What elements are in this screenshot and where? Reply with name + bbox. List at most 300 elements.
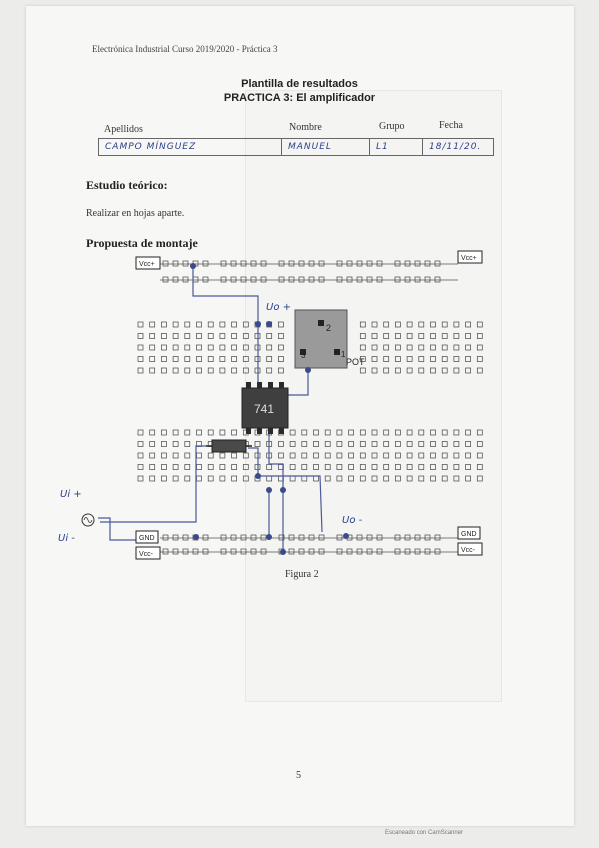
breadboard-hole-top [185, 334, 190, 339]
breadboard-hole-top [243, 357, 248, 362]
breadboard-hole-top [220, 357, 225, 362]
breadboard-hole-bottom [232, 476, 237, 481]
breadboard-hole-bottom [442, 442, 447, 447]
breadboard-hole-top [372, 368, 377, 373]
breadboard-hole-top [278, 322, 283, 327]
breadboard-hole-top [372, 334, 377, 339]
breadboard-hole-top [138, 368, 143, 373]
breadboard-hole-bottom [185, 465, 190, 470]
breadboard-hole-top [466, 357, 471, 362]
rail-hole [251, 535, 256, 540]
wire-resistor [248, 448, 258, 476]
breadboard-hole-top [442, 368, 447, 373]
signal-source [82, 514, 94, 526]
pot-pin2-label: 2 [326, 323, 332, 333]
rail-hole [415, 549, 420, 554]
fecha-field[interactable]: 18/11/20. [423, 139, 494, 156]
breadboard-hole-top [477, 334, 482, 339]
breadboard-hole-bottom [360, 442, 365, 447]
rail-hole [425, 535, 430, 540]
grupo-label: Grupo [379, 121, 405, 132]
breadboard-hole-top [466, 334, 471, 339]
breadboard-hole-bottom [302, 453, 307, 458]
breadboard-hole-bottom [337, 430, 342, 435]
breadboard-hole-bottom [384, 476, 389, 481]
rail-hole [309, 261, 314, 266]
rail-hole [337, 277, 342, 282]
rail-hole [163, 261, 168, 266]
rail-hole [163, 277, 168, 282]
breadboard-hole-bottom [197, 476, 202, 481]
gnd-label-right: GND [461, 531, 477, 538]
breadboard-hole-bottom [419, 453, 424, 458]
breadboard-hole-bottom [431, 430, 436, 435]
breadboard-hole-bottom [325, 430, 330, 435]
rail-hole [435, 261, 440, 266]
breadboard-hole-bottom [349, 476, 354, 481]
breadboard-hole-bottom [466, 465, 471, 470]
breadboard-hole-bottom [161, 476, 166, 481]
breadboard-hole-top [395, 368, 400, 373]
running-header: Electrónica Industrial Curso 2019/2020 - Práctica 3 [92, 44, 278, 54]
breadboard-hole-bottom [454, 453, 459, 458]
rail-hole [231, 261, 236, 266]
rail-hole [309, 549, 314, 554]
breadboard-hole-top [173, 368, 178, 373]
breadboard-hole-bottom [442, 430, 447, 435]
rail-hole [173, 535, 178, 540]
rail-hole [299, 261, 304, 266]
apellidos-field[interactable]: CAMPO MÍNGUEZ [99, 139, 282, 156]
breadboard-hole-top [185, 368, 190, 373]
breadboard-hole-bottom [314, 476, 319, 481]
breadboard-hole-bottom [197, 430, 202, 435]
breadboard-hole-top [419, 334, 424, 339]
wire-source-gnd [98, 518, 140, 540]
breadboard-hole-bottom [384, 453, 389, 458]
breadboard-hole-bottom [431, 465, 436, 470]
rail-hole [299, 549, 304, 554]
breadboard-hole-top [477, 345, 482, 350]
rail-hole [173, 277, 178, 282]
rail-hole [435, 277, 440, 282]
breadboard-hole-bottom [384, 442, 389, 447]
breadboard-hole-top [197, 368, 202, 373]
breadboard-hole-bottom [150, 465, 155, 470]
breadboard-hole-bottom [395, 465, 400, 470]
breadboard-hole-bottom [325, 476, 330, 481]
rail-hole [203, 261, 208, 266]
breadboard-hole-bottom [138, 453, 143, 458]
breadboard-hole-bottom [290, 465, 295, 470]
rail-hole [367, 549, 372, 554]
rail-hole [405, 549, 410, 554]
breadboard-hole-bottom [220, 453, 225, 458]
breadboard-hole-top [173, 345, 178, 350]
gnd-label-left: GND [139, 535, 155, 542]
nombre-field[interactable]: MANUEL [282, 139, 370, 156]
rail-hole [415, 261, 420, 266]
breadboard-hole-top [173, 334, 178, 339]
breadboard-hole-top [419, 322, 424, 327]
breadboard-hole-top [220, 334, 225, 339]
breadboard-hole-bottom [325, 465, 330, 470]
breadboard-hole-bottom [161, 442, 166, 447]
breadboard-hole-top [197, 357, 202, 362]
breadboard-hole-bottom [314, 465, 319, 470]
breadboard-hole-top [267, 368, 272, 373]
rail-hole [395, 277, 400, 282]
breadboard-hole-bottom [454, 442, 459, 447]
breadboard-hole-top [278, 345, 283, 350]
rail-hole [347, 277, 352, 282]
breadboard-hole-bottom [243, 465, 248, 470]
rail-hole [395, 549, 400, 554]
breadboard-hole-top [454, 334, 459, 339]
breadboard-hole-bottom [442, 476, 447, 481]
section-assembly-heading: Propuesta de montaje [86, 236, 198, 250]
breadboard-hole-bottom [243, 476, 248, 481]
breadboard-hole-top [395, 334, 400, 339]
breadboard-hole-top [232, 368, 237, 373]
rail-hole [231, 535, 236, 540]
breadboard-hole-bottom [208, 465, 213, 470]
breadboard-hole-top [372, 357, 377, 362]
rail-hole [395, 261, 400, 266]
rail-hole [367, 261, 372, 266]
breadboard-hole-top [466, 322, 471, 327]
breadboard-hole-top [243, 334, 248, 339]
rail-hole [395, 535, 400, 540]
breadboard-hole-bottom [220, 430, 225, 435]
breadboard-hole-bottom [360, 465, 365, 470]
breadboard-hole-top [243, 322, 248, 327]
wire-feedback [258, 476, 322, 532]
breadboard-hole-top [454, 322, 459, 327]
breadboard-hole-bottom [150, 430, 155, 435]
breadboard-hole-bottom [302, 476, 307, 481]
breadboard-hole-top [197, 334, 202, 339]
breadboard-hole-top [173, 357, 178, 362]
breadboard-hole-bottom [208, 453, 213, 458]
breadboard-hole-bottom [290, 442, 295, 447]
breadboard-hole-bottom [407, 430, 412, 435]
breadboard-hole-bottom [360, 476, 365, 481]
breadboard-hole-bottom [290, 476, 295, 481]
breadboard-hole-bottom [407, 453, 412, 458]
breadboard-hole-bottom [466, 430, 471, 435]
breadboard-hole-bottom [466, 476, 471, 481]
breadboard-hole-bottom [150, 442, 155, 447]
breadboard-hole-bottom [372, 476, 377, 481]
breadboard-hole-bottom [302, 465, 307, 470]
breadboard-hole-top [278, 368, 283, 373]
wire-vcc-plus [193, 266, 258, 324]
breadboard-hole-top [454, 368, 459, 373]
breadboard-hole-top [419, 368, 424, 373]
breadboard-hole-bottom [255, 442, 260, 447]
breadboard-hole-top [173, 322, 178, 327]
rail-hole [221, 549, 226, 554]
rail-hole [415, 535, 420, 540]
breadboard-hole-top [431, 357, 436, 362]
breadboard-hole-bottom [314, 442, 319, 447]
breadboard-hole-top [138, 345, 143, 350]
rail-hole [241, 261, 246, 266]
breadboard-hole-top [150, 357, 155, 362]
breadboard-hole-bottom [407, 442, 412, 447]
rail-hole [367, 277, 372, 282]
uo-minus-label: Uo - [342, 515, 363, 526]
breadboard-hole-top [208, 334, 213, 339]
grupo-field[interactable]: L1 [370, 139, 423, 156]
vcc-plus-label-left: Vcc+ [139, 261, 155, 268]
rail-hole [337, 549, 342, 554]
breadboard-hole-top [407, 322, 412, 327]
breadboard-hole-bottom [419, 465, 424, 470]
breadboard-hole-bottom [407, 476, 412, 481]
breadboard-hole-top [220, 345, 225, 350]
breadboard-hole-bottom [325, 442, 330, 447]
breadboard-hole-top [431, 322, 436, 327]
breadboard-hole-bottom [220, 476, 225, 481]
breadboard-hole-bottom [395, 453, 400, 458]
breadboard-hole-top [395, 322, 400, 327]
breadboard-hole-bottom [302, 442, 307, 447]
breadboard-hole-top [208, 322, 213, 327]
rail-hole [183, 261, 188, 266]
rail-hole [173, 261, 178, 266]
nombre-label: Nombre [289, 122, 322, 133]
breadboard-hole-bottom [442, 465, 447, 470]
breadboard-hole-bottom [477, 430, 482, 435]
pot-label: POT [346, 357, 365, 367]
breadboard-hole-top [360, 345, 365, 350]
breadboard-hole-bottom [138, 465, 143, 470]
rail-hole [289, 549, 294, 554]
breadboard-hole-top [384, 345, 389, 350]
rail-hole [231, 549, 236, 554]
breadboard-hole-bottom [197, 465, 202, 470]
rail-hole [357, 549, 362, 554]
breadboard-hole-top [477, 368, 482, 373]
breadboard-hole-top [232, 322, 237, 327]
rail-hole [319, 549, 324, 554]
rail-hole [241, 535, 246, 540]
pot-pin1-label: 1 [341, 350, 346, 359]
breadboard-hole-top [150, 334, 155, 339]
vcc-minus-label-right: Vcc- [461, 547, 475, 554]
breadboard-hole-top [208, 345, 213, 350]
breadboard-hole-bottom [372, 430, 377, 435]
rail-hole [337, 261, 342, 266]
breadboard-hole-top [442, 322, 447, 327]
breadboard-hole-top [477, 357, 482, 362]
breadboard-hole-bottom [419, 442, 424, 447]
breadboard-hole-bottom [208, 430, 213, 435]
practice-title: PRACTICA 3: El amplificador [223, 92, 376, 104]
breadboard-hole-top [278, 334, 283, 339]
breadboard-hole-bottom [477, 453, 482, 458]
breadboard-hole-bottom [173, 476, 178, 481]
breadboard-hole-bottom [173, 442, 178, 447]
rail-hole [405, 535, 410, 540]
breadboard-hole-bottom [431, 476, 436, 481]
rail-hole [261, 261, 266, 266]
rail-hole [241, 549, 246, 554]
rail-hole [251, 277, 256, 282]
rail-hole [309, 535, 314, 540]
breadboard-hole-bottom [419, 430, 424, 435]
breadboard-hole-top [243, 368, 248, 373]
breadboard-hole-bottom [395, 476, 400, 481]
breadboard-hole-bottom [454, 465, 459, 470]
breadboard-hole-top [384, 368, 389, 373]
breadboard-hole-bottom [302, 430, 307, 435]
rail-hole [183, 549, 188, 554]
breadboard-hole-top [138, 322, 143, 327]
breadboard-hole-top [477, 322, 482, 327]
breadboard-hole-top [220, 322, 225, 327]
breadboard-hole-bottom [349, 453, 354, 458]
breadboard-hole-bottom [384, 465, 389, 470]
breadboard-hole-bottom [337, 442, 342, 447]
breadboard-hole-top [466, 368, 471, 373]
rail-hole [251, 261, 256, 266]
rail-hole [241, 277, 246, 282]
breadboard-hole-bottom [185, 453, 190, 458]
breadboard-hole-top [395, 345, 400, 350]
breadboard-hole-top [161, 368, 166, 373]
breadboard-hole-bottom [185, 442, 190, 447]
breadboard-hole-top [267, 334, 272, 339]
breadboard-hole-top [466, 345, 471, 350]
rail-hole [231, 277, 236, 282]
breadboard-hole-top [384, 357, 389, 362]
pot-pin3-label: 3 [301, 351, 306, 360]
section-theory-heading: Estudio teórico: [86, 178, 168, 192]
breadboard-hole-bottom [138, 476, 143, 481]
breadboard-hole-top [431, 334, 436, 339]
breadboard-hole-top [208, 357, 213, 362]
rail-hole [357, 261, 362, 266]
rail-hole [377, 261, 382, 266]
breadboard-hole-top [161, 322, 166, 327]
breadboard-hole-bottom [372, 453, 377, 458]
breadboard-hole-top [208, 368, 213, 373]
breadboard-hole-bottom [150, 453, 155, 458]
rail-hole [299, 277, 304, 282]
breadboard-hole-top [278, 357, 283, 362]
breadboard-hole-bottom [431, 442, 436, 447]
rail-hole [289, 535, 294, 540]
breadboard-hole-top [185, 322, 190, 327]
breadboard-hole-top [360, 334, 365, 339]
opamp-741 [242, 382, 288, 434]
breadboard-hole-bottom [337, 476, 342, 481]
breadboard-hole-top [384, 334, 389, 339]
breadboard-hole-top [161, 357, 166, 362]
potentiometer [295, 310, 365, 368]
breadboard-hole-bottom [407, 465, 412, 470]
breadboard-hole-bottom [161, 465, 166, 470]
rail-hole [405, 261, 410, 266]
rail-hole [377, 535, 382, 540]
apellidos-label: Apellidos [104, 124, 143, 135]
breadboard-hole-bottom [349, 442, 354, 447]
breadboard-hole-top [243, 345, 248, 350]
breadboard-hole-top [454, 345, 459, 350]
breadboard-hole-bottom [337, 465, 342, 470]
breadboard-hole-top [161, 345, 166, 350]
breadboard-hole-bottom [232, 453, 237, 458]
breadboard-hole-bottom [314, 430, 319, 435]
breadboard-hole-bottom [150, 476, 155, 481]
rail-hole [405, 277, 410, 282]
rail-hole [173, 549, 178, 554]
breadboard-hole-bottom [360, 453, 365, 458]
rail-hole [319, 535, 324, 540]
rail-hole [347, 549, 352, 554]
breadboard-hole-top [407, 345, 412, 350]
breadboard-hole-top [442, 357, 447, 362]
rail-hole [425, 261, 430, 266]
breadboard-hole-bottom [360, 430, 365, 435]
rail-hole [183, 535, 188, 540]
breadboard-hole-top [360, 322, 365, 327]
breadboard-hole-bottom [466, 442, 471, 447]
breadboard-hole-bottom [477, 476, 482, 481]
breadboard-hole-bottom [173, 430, 178, 435]
uo-plus-label: Uo + [266, 302, 291, 313]
breadboard-hole-bottom [349, 430, 354, 435]
breadboard-hole-top [197, 322, 202, 327]
theory-instructions: Realizar en hojas aparte. [86, 208, 185, 219]
breadboard-hole-top [232, 334, 237, 339]
rail-hole [193, 549, 198, 554]
rail-hole [289, 277, 294, 282]
rail-hole [203, 535, 208, 540]
rail-hole [279, 261, 284, 266]
breadboard-hole-bottom [431, 453, 436, 458]
breadboard-hole-bottom [325, 453, 330, 458]
breadboard-hole-bottom [232, 430, 237, 435]
breadboard-hole-bottom [290, 430, 295, 435]
rail-hole [415, 277, 420, 282]
breadboard-hole-bottom [161, 453, 166, 458]
breadboard-hole-top [454, 357, 459, 362]
breadboard-hole-bottom [395, 442, 400, 447]
rail-hole [337, 535, 342, 540]
rail-hole [261, 535, 266, 540]
breadboard-hole-top [220, 368, 225, 373]
rail-hole [221, 277, 226, 282]
breadboard-hole-bottom [185, 476, 190, 481]
rail-hole [251, 549, 256, 554]
breadboard-hole-bottom [395, 430, 400, 435]
breadboard-hole-top [360, 368, 365, 373]
breadboard-hole-bottom [419, 476, 424, 481]
breadboard-hole-top [372, 322, 377, 327]
breadboard-hole-top [384, 322, 389, 327]
ui-plus-label: Ui + [60, 489, 82, 500]
page-number: 5 [296, 770, 301, 781]
rail-hole [347, 261, 352, 266]
rail-hole [221, 535, 226, 540]
vcc-minus-label-left: Vcc- [139, 551, 153, 558]
rail-hole [377, 277, 382, 282]
rail-hole [357, 535, 362, 540]
